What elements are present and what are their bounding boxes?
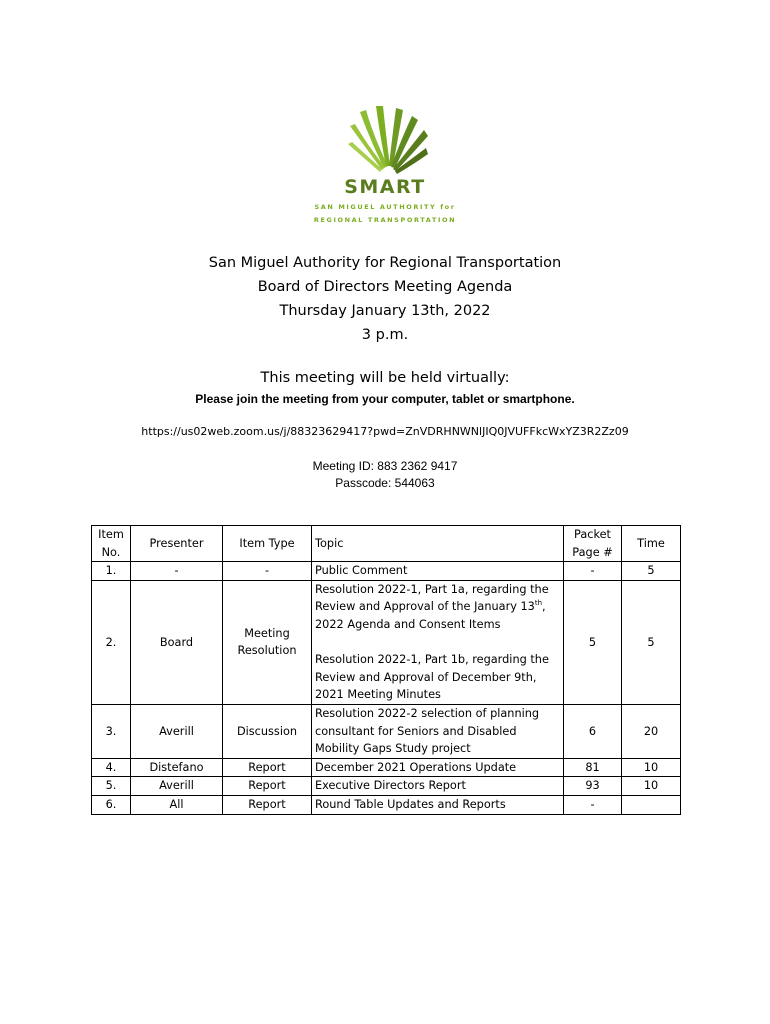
topic-a-line2 xyxy=(315,600,546,613)
logo-wordmark: SMART xyxy=(344,176,426,198)
meeting-id: Meeting ID: 883 2362 9417 xyxy=(312,459,458,473)
cell-item: 3. xyxy=(92,704,131,758)
cell-type: Report xyxy=(223,795,312,814)
table-row xyxy=(92,758,681,777)
cell-topic: Round Table Updates and Reports xyxy=(312,795,564,814)
topic-a-line1: Resolution 2022-1, Part 1a, regarding the xyxy=(315,582,549,596)
cell-type: Report xyxy=(223,758,312,777)
cell-type: - xyxy=(223,562,312,581)
cell-type xyxy=(223,580,312,704)
logo-subtitle-line2: REGIONAL TRANSPORTATION xyxy=(313,216,457,224)
cell-type-line1: Meeting xyxy=(244,626,290,640)
cell-presenter: Averill xyxy=(131,704,223,758)
table-row xyxy=(92,704,681,758)
agenda-table xyxy=(91,525,681,815)
meeting-title: Board of Directors Meeting Agenda xyxy=(257,279,513,295)
cell-type: Report xyxy=(223,777,312,796)
topic-line1: Resolution 2022-2 selection of planning xyxy=(315,706,540,720)
header-item-no xyxy=(92,526,131,562)
cell-topic: Public Comment xyxy=(312,562,564,581)
cell-presenter: Distefano xyxy=(131,758,223,777)
cell-presenter: - xyxy=(131,562,223,581)
cell-presenter: Averill xyxy=(131,777,223,796)
cell-item: 2. xyxy=(92,580,131,704)
cell-topic: Executive Directors Report xyxy=(312,777,564,796)
smart-logo-mark-icon xyxy=(300,100,470,180)
cell-time: 20 xyxy=(622,704,681,758)
cell-topic: December 2021 Operations Update xyxy=(312,758,564,777)
cell-item: 6. xyxy=(92,795,131,814)
cell-topic xyxy=(312,580,564,704)
cell-time: 10 xyxy=(622,777,681,796)
zoom-link[interactable]: https://us02web.zoom.us/j/88323629417?pwd=ZnVDRHNWNlJIQ0JVUFFkcWxYZ3R2Zz09 xyxy=(141,425,629,438)
meeting-time: 3 p.m. xyxy=(361,327,409,343)
topic-b-line3: 2021 Meeting Minutes xyxy=(315,688,441,702)
header-packet-line2: Page # xyxy=(572,545,613,559)
header-packet-page xyxy=(564,526,622,562)
logo-subtitle-line1: SAN MIGUEL AUTHORITY for xyxy=(314,203,456,211)
header-item-no-line1: Item xyxy=(98,528,124,541)
topic-gap xyxy=(315,634,560,652)
topic-a-line3: 2022 Agenda and Consent Items xyxy=(315,617,501,631)
cell-presenter: Board xyxy=(131,580,223,704)
cell-time: 5 xyxy=(622,562,681,581)
join-instructions: Please join the meeting from your computer, tablet or smartphone. xyxy=(195,392,575,406)
cell-page: 93 xyxy=(564,777,622,796)
cell-page: 6 xyxy=(564,704,622,758)
header-packet-line1: Packet xyxy=(574,528,611,541)
topic-a-line2-text: Review and Approval of the January 13 xyxy=(315,600,535,614)
cell-item: 5. xyxy=(92,777,131,796)
header-time: Time xyxy=(622,526,681,562)
topic-b-line1: Resolution 2022-1, Part 1b, regarding the xyxy=(315,653,549,667)
cell-topic xyxy=(312,704,564,758)
header-topic: Topic xyxy=(312,526,564,562)
cell-time xyxy=(622,795,681,814)
header-item-no-line2: No. xyxy=(101,545,121,559)
passcode: Passcode: 544063 xyxy=(335,476,435,490)
table-row xyxy=(92,562,681,581)
cell-item: 4. xyxy=(92,758,131,777)
cell-page: - xyxy=(564,562,622,581)
topic-b-line2: Review and Approval of December 9th, xyxy=(315,670,537,684)
topic-line2: consultant for Seniors and Disabled xyxy=(315,724,517,738)
cell-page: 5 xyxy=(564,580,622,704)
table-row xyxy=(92,580,681,704)
org-title: San Miguel Authority for Regional Transportation xyxy=(208,255,562,271)
cell-page: 81 xyxy=(564,758,622,777)
cell-item: 1. xyxy=(92,562,131,581)
table-row xyxy=(92,795,681,814)
cell-time: 5 xyxy=(622,580,681,704)
virtual-notice: This meeting will be held virtually: xyxy=(260,370,510,386)
table-row xyxy=(92,777,681,796)
meeting-date: Thursday January 13th, 2022 xyxy=(279,303,491,319)
topic-line3: Mobility Gaps Study project xyxy=(315,742,471,756)
header-presenter: Presenter xyxy=(131,526,223,562)
table-header-row xyxy=(92,526,681,562)
cell-time: 10 xyxy=(622,758,681,777)
cell-presenter: All xyxy=(131,795,223,814)
smart-logo xyxy=(300,100,470,230)
cell-type-line2: Resolution xyxy=(237,644,297,658)
cell-page: - xyxy=(564,795,622,814)
topic-a-line2-sup: th xyxy=(534,599,543,608)
header-item-type: Item Type xyxy=(223,526,312,562)
topic-a-line2-post: , xyxy=(542,600,546,614)
cell-type: Discussion xyxy=(223,704,312,758)
